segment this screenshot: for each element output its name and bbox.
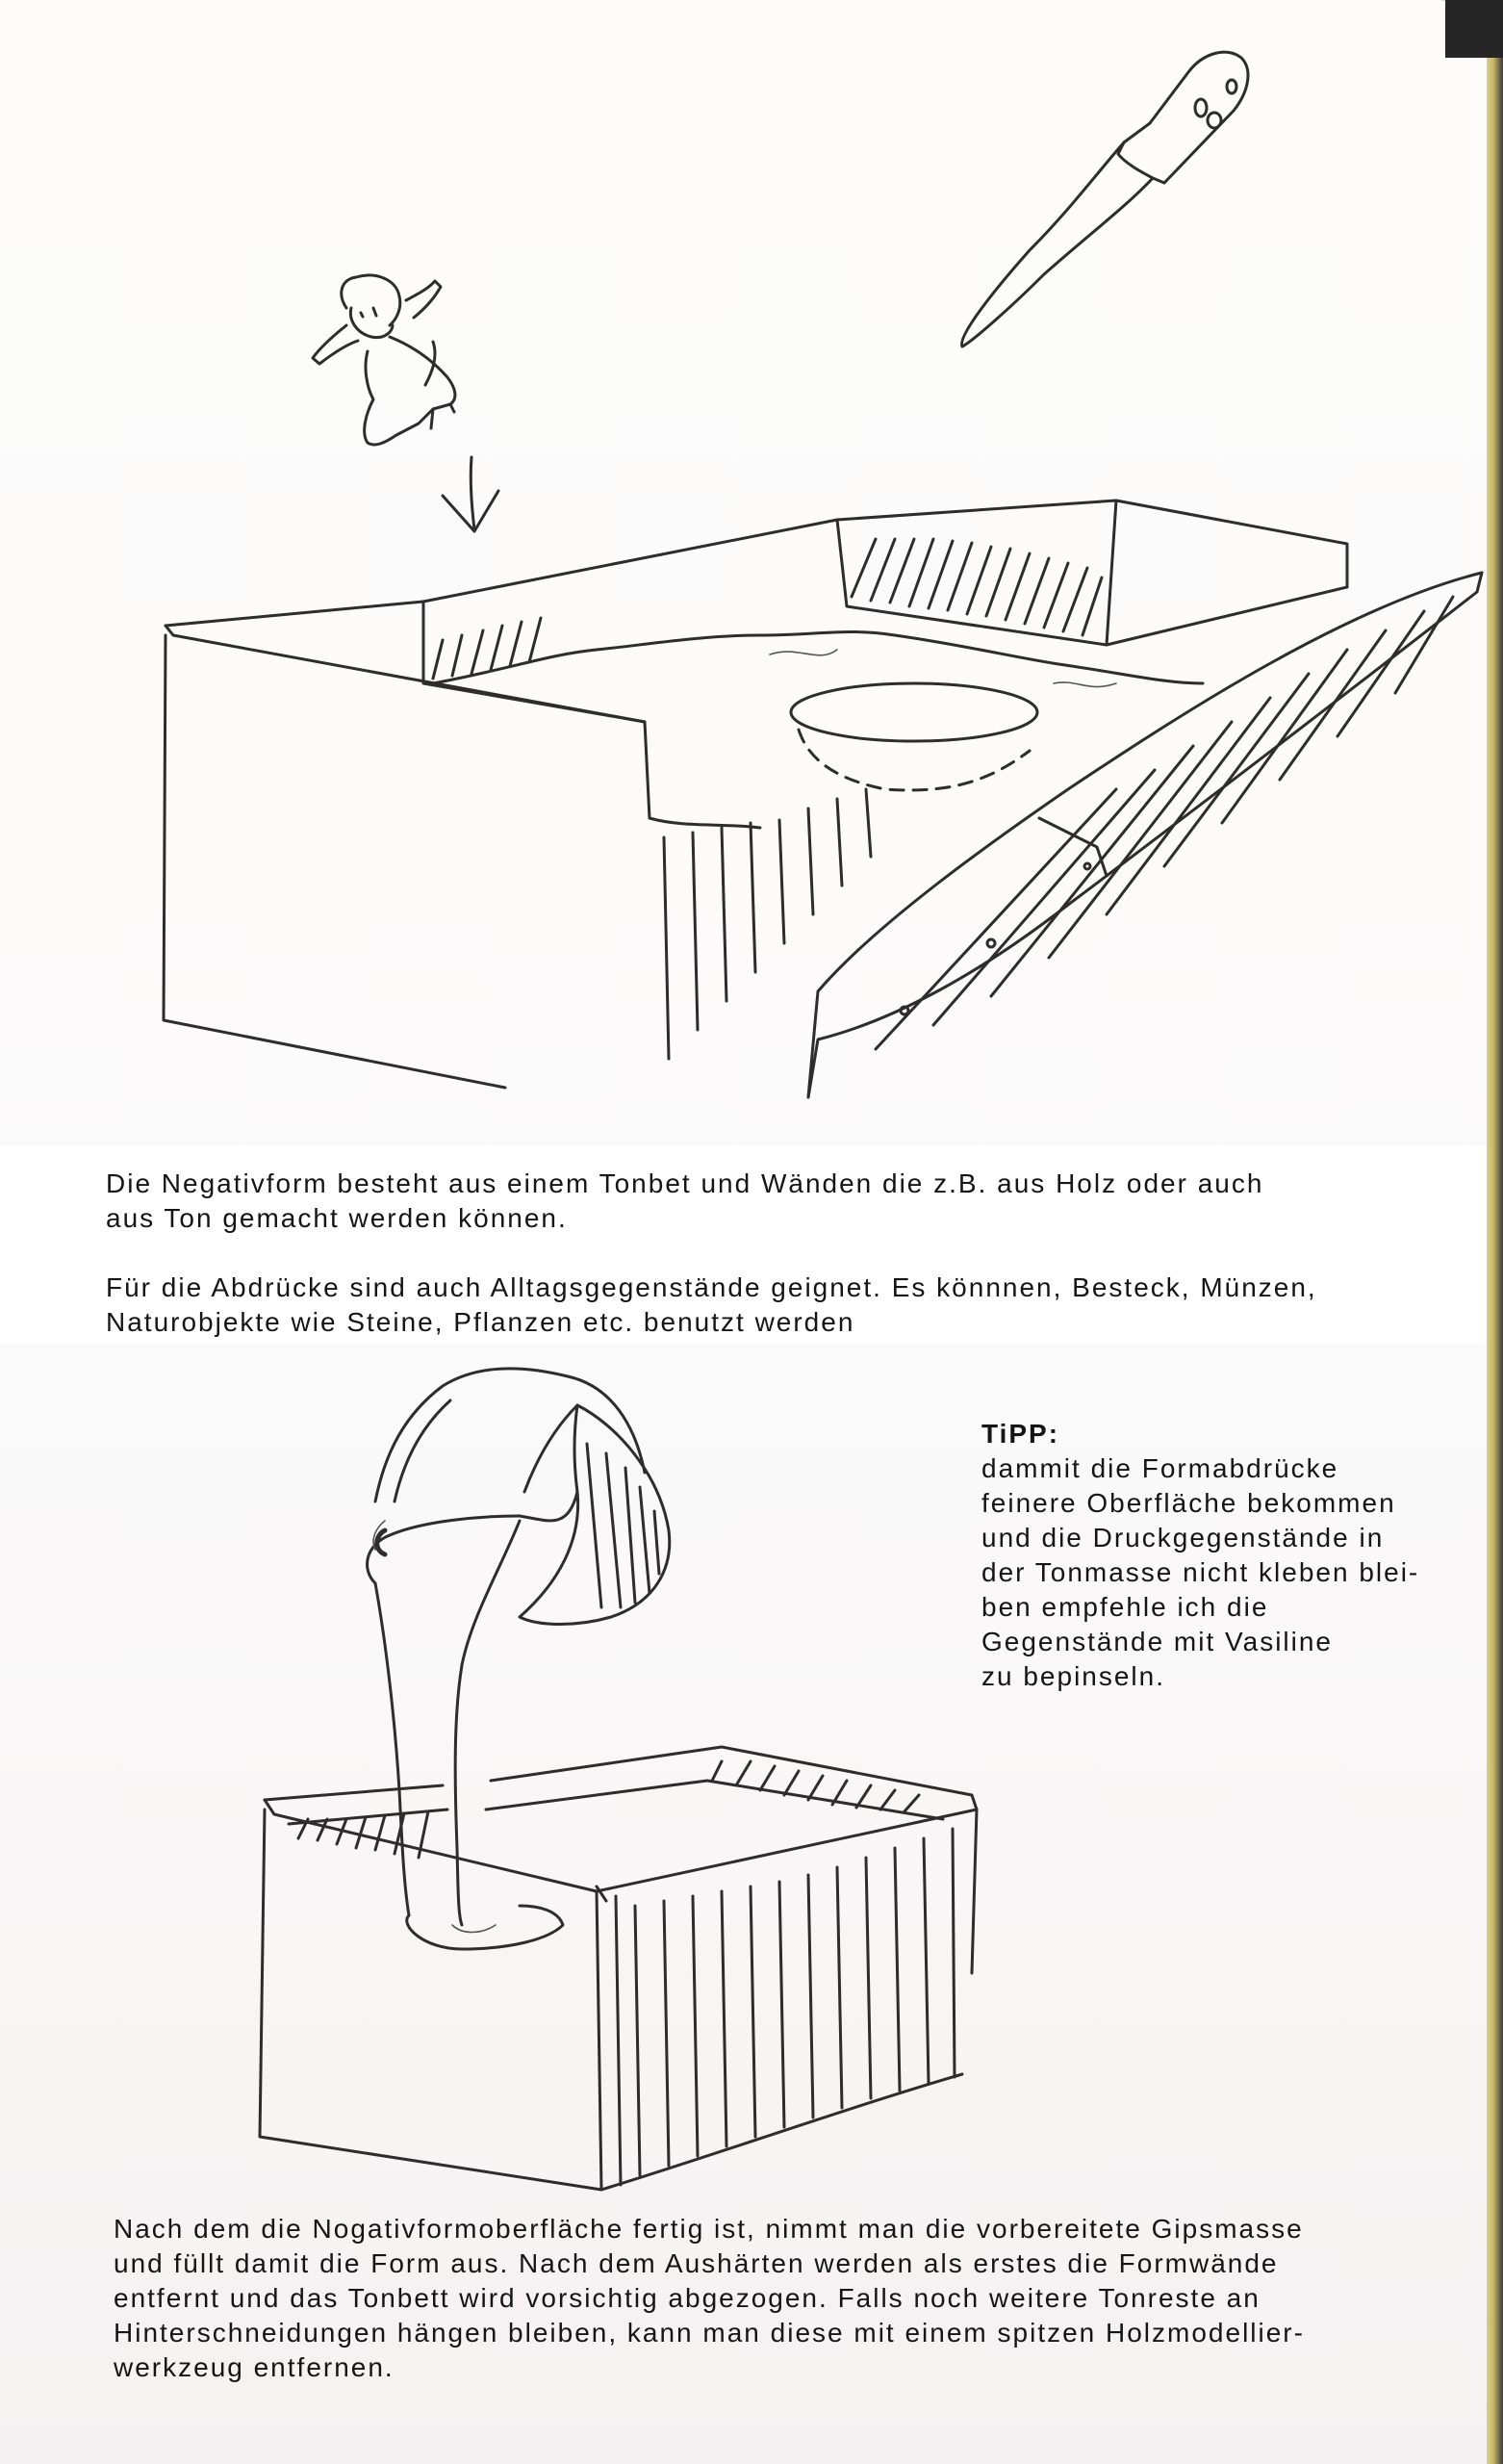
- tip-box: [981, 1417, 1419, 1694]
- top-text-line-1: Die Negativform besteht aus einem Tonbet und Wänden die z.B. aus Holz oder auch: [106, 1168, 1264, 1198]
- top-text-line-2: aus Ton gemacht werden können.: [106, 1203, 568, 1233]
- tip-line-5: ben empfehle ich die: [981, 1592, 1269, 1622]
- wall-hatching: [433, 539, 1102, 1059]
- clay-bed-box: [164, 500, 1482, 1097]
- tip-line-2: feinere Oberfläche bekommen: [981, 1488, 1396, 1518]
- bottom-text-line-4: Hinterschneidungen hängen bleiben, kann man diese mit einem spitzen Holzmodellier-: [114, 2318, 1305, 2348]
- bottom-text-line-1: Nach dem die Nogativformoberfläche fertig ist, nimmt man die vorbereitete Gipsmasse: [114, 2214, 1304, 2244]
- down-arrow-icon: [443, 457, 498, 531]
- top-paragraph: [106, 1167, 1317, 1340]
- mould-box-sketch: [144, 19, 1487, 1145]
- knife-icon: [962, 52, 1248, 346]
- bottom-paragraph: [114, 2212, 1305, 2385]
- tip-line-1: dammit die Formabdrücke: [981, 1453, 1339, 1483]
- bottom-text-line-3: entfernt und das Tonbett wird vorsichtig abgezogen. Falls noch weitere Tonreste an: [114, 2283, 1261, 2313]
- bucket-icon: [368, 1369, 670, 1925]
- top-text-line-4: Naturobjekte wie Steine, Pflanzen etc. benutzt werden: [106, 1307, 855, 1337]
- tip-line-4: der Tonmasse nicht kleben blei-: [981, 1557, 1420, 1587]
- bottom-text-line-2: und füllt damit die Form aus. Nach dem Aushärten werden als erstes die Formwände: [114, 2248, 1279, 2278]
- page-edge-strip: [1487, 58, 1503, 2464]
- figurine-icon: [313, 275, 455, 445]
- page-corner-background: [1445, 0, 1503, 58]
- top-text-line-3: Für die Abdrücke sind auch Alltagsgegenstände geignet. Es könnnen, Besteck, Münzen,: [106, 1272, 1317, 1302]
- tilted-wall-hatching: [876, 597, 1453, 1049]
- bottom-text-line-5: werkzeug entfernen.: [114, 2352, 395, 2382]
- pouring-plaster-sketch: [231, 1348, 1078, 2194]
- box-wall-hatching: [298, 1761, 955, 2175]
- tip-line-7: zu bepinseln.: [981, 1661, 1166, 1691]
- plaster-mould-box: [260, 1747, 977, 2190]
- tip-line-6: Gegenstände mit Vasiline: [981, 1627, 1333, 1656]
- tip-title: TiPP:: [981, 1419, 1060, 1449]
- tip-line-3: und die Druckgegenstände in: [981, 1523, 1385, 1553]
